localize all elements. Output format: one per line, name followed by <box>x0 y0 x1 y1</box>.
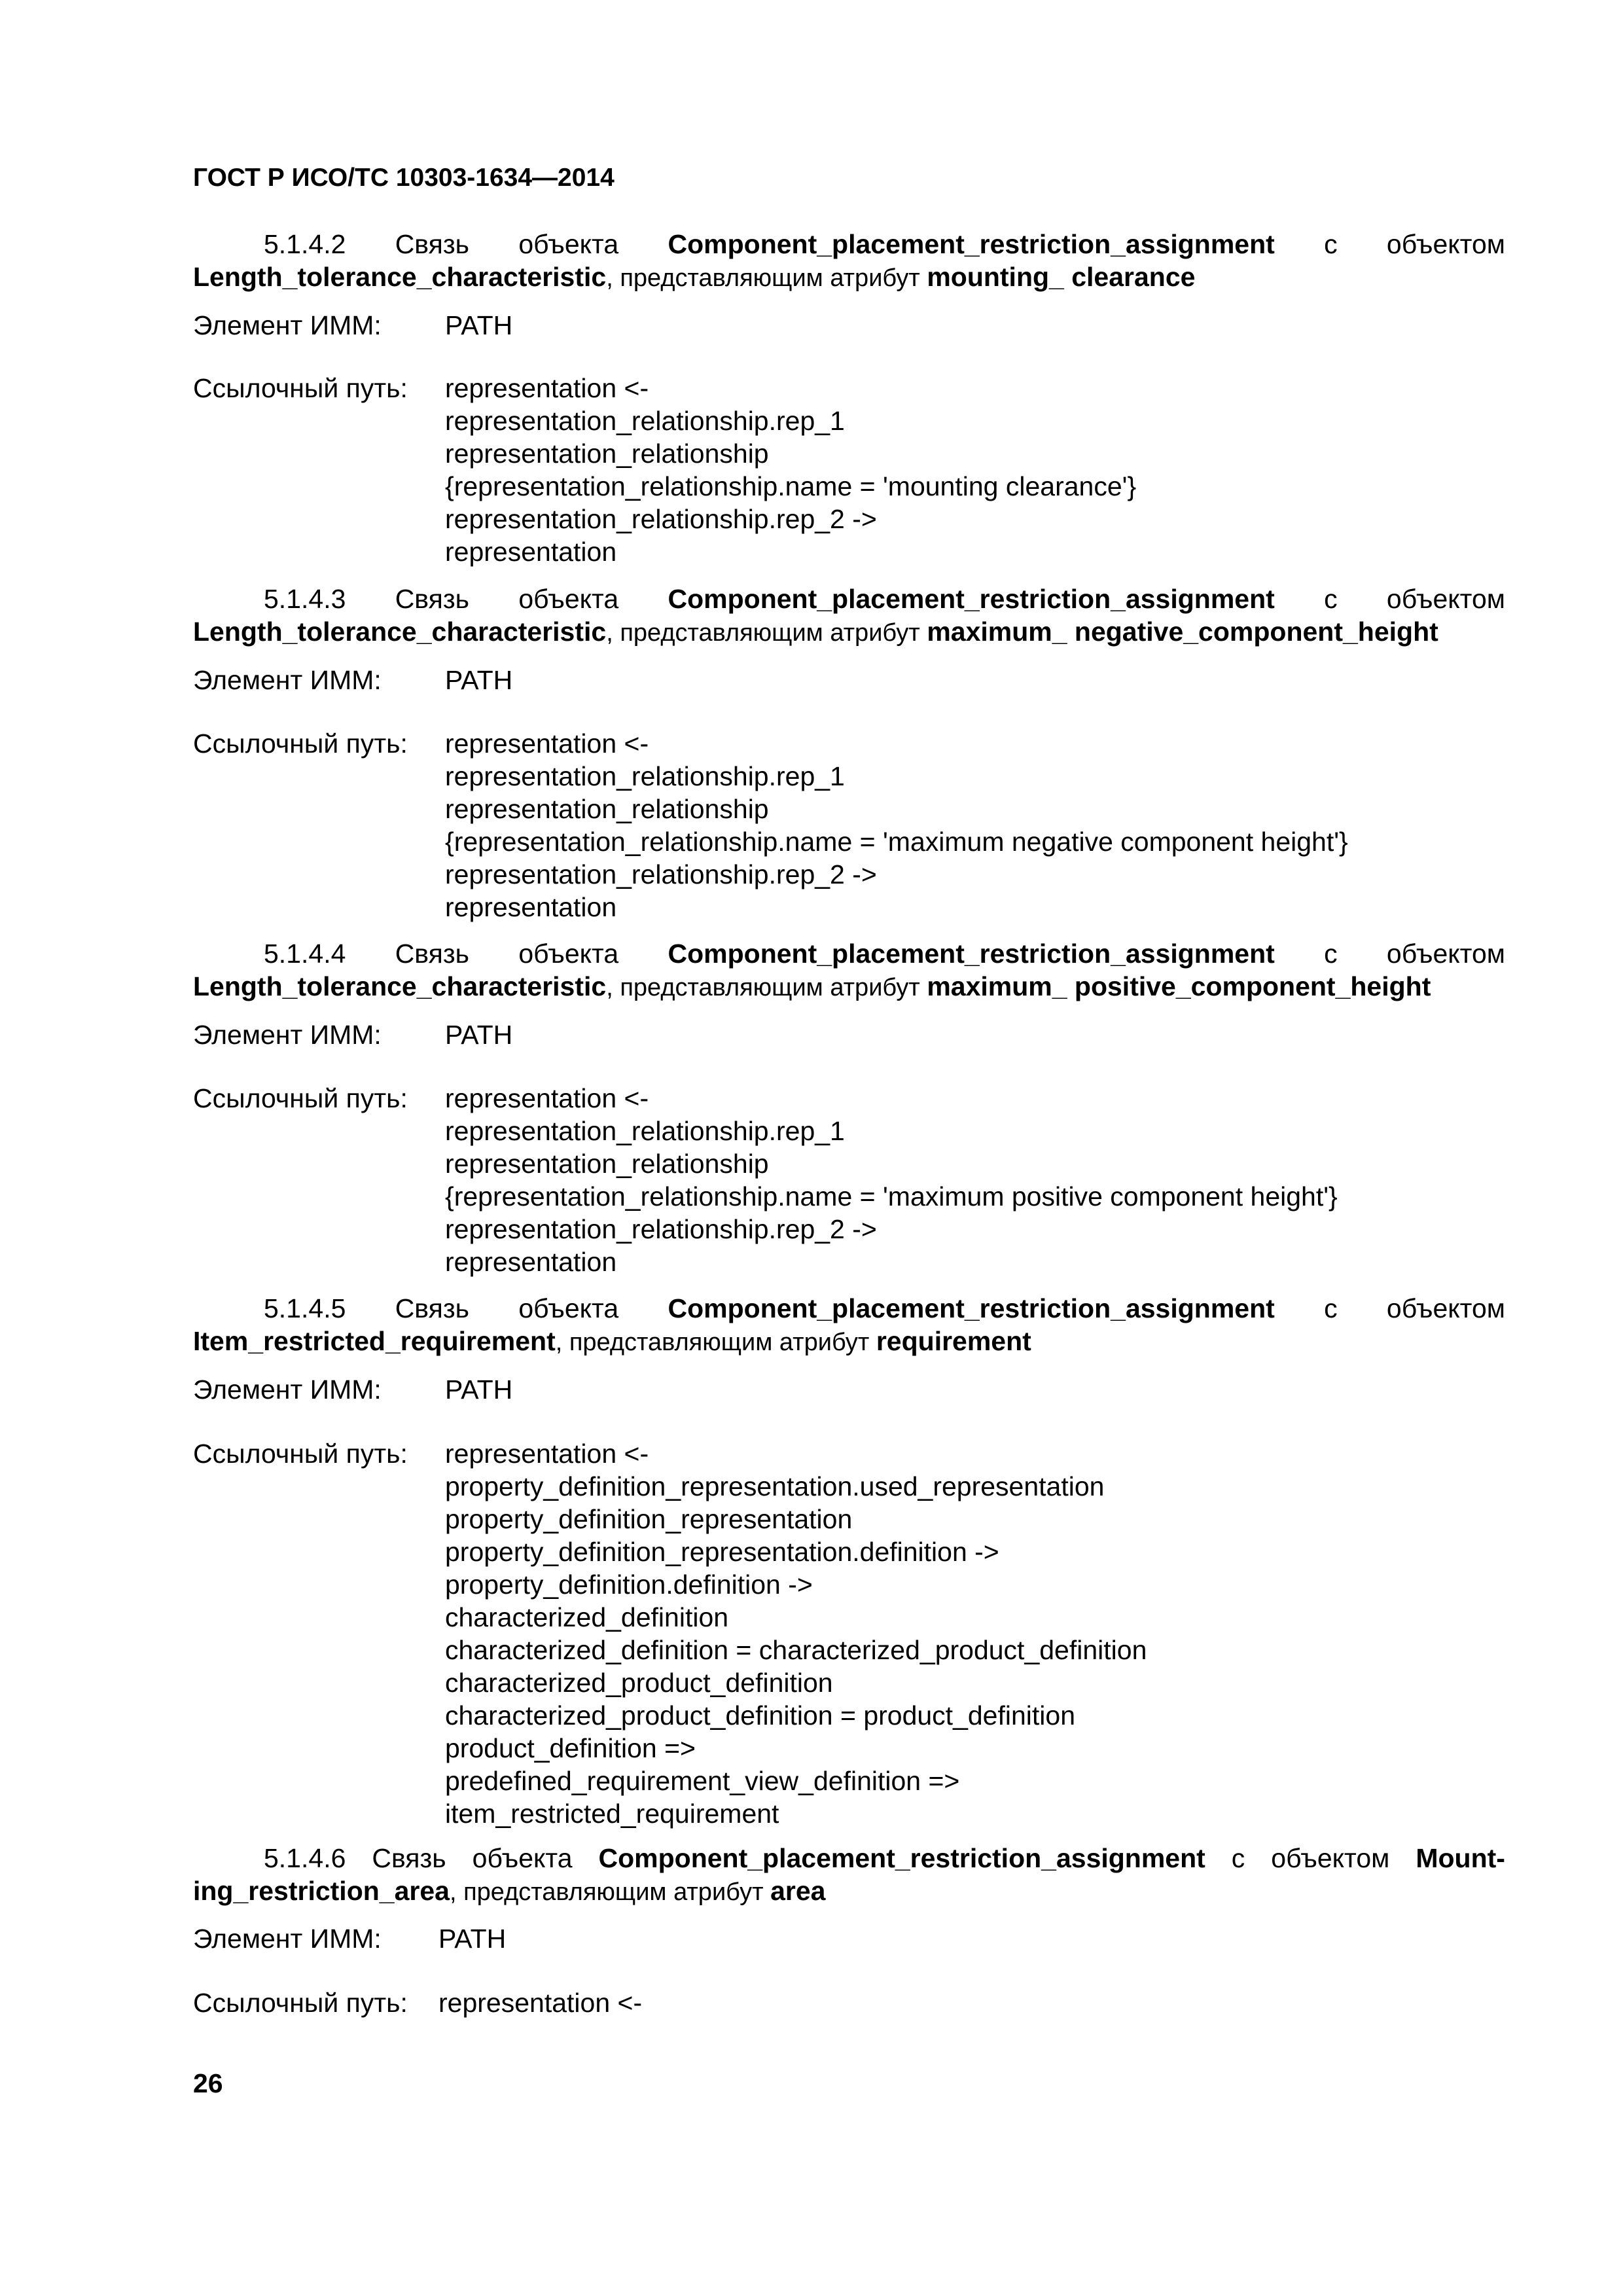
element-row <box>193 1922 506 1955</box>
clause-number: 5.1.4.5 <box>264 1293 346 1323</box>
path-line: representation <- <box>445 728 649 759</box>
element-value: PATH <box>445 1020 513 1050</box>
clause-word: с <box>1324 229 1338 259</box>
path-lines <box>438 1986 642 2019</box>
path-lines <box>445 372 1136 568</box>
path-line: representation_relationship.rep_1 <box>445 406 845 436</box>
clause-word: объекта <box>518 584 619 614</box>
element-label: Элемент ИММ: <box>193 1924 382 1954</box>
clause-heading <box>193 228 1505 295</box>
connector-text: , представляющим атрибут <box>606 264 927 292</box>
path-line: property_definition_representation.definition -> <box>445 1537 999 1567</box>
connector-text: , представляющим атрибут <box>555 1329 876 1356</box>
clause-number: 5.1.4.2 <box>264 229 346 259</box>
path-label: Ссылочный путь: <box>193 1083 408 1113</box>
clause-word: с <box>1324 939 1338 969</box>
attribute-name: area <box>770 1876 826 1906</box>
path-line: representation <- <box>445 1439 649 1469</box>
path-line: item_restricted_requirement <box>445 1799 779 1829</box>
reference-path-row <box>193 1437 1147 1830</box>
path-line: {representation_relationship.name = 'maximum positive component height'} <box>445 1181 1338 1211</box>
path-line: representation_relationship <box>445 439 769 469</box>
path-line: characterized_definition = characterized_product_definition <box>445 1635 1147 1665</box>
attribute-name: maximum_ negative_component_height <box>927 617 1438 647</box>
element-row <box>193 1373 512 1406</box>
path-line: representation <box>445 537 617 567</box>
element-label: Элемент ИММ: <box>193 665 382 695</box>
path-label: Ссылочный путь: <box>193 373 408 403</box>
source-entity: Component_placement_restriction_assignment <box>668 939 1275 969</box>
reference-path-row <box>193 1082 1338 1278</box>
path-line: property_definition.definition -> <box>445 1570 813 1600</box>
target-entity: Length_tolerance_characteristic <box>193 971 607 1001</box>
clause-word: объекта <box>472 1843 573 1873</box>
clause-word: объектом <box>1386 939 1505 969</box>
path-line: representation <- <box>445 373 649 403</box>
path-line: representation_relationship <box>445 1149 769 1179</box>
target-entity: Item_restricted_requirement <box>193 1326 556 1356</box>
clause-word: объектом <box>1271 1843 1390 1873</box>
path-line: property_definition_representation <box>445 1504 853 1534</box>
clause-heading <box>193 1842 1505 1909</box>
target-entity-part: Mount- <box>1416 1843 1505 1873</box>
source-entity: Component_placement_restriction_assignment <box>668 229 1275 259</box>
attribute-name: requirement <box>876 1326 1031 1356</box>
clause-word: с <box>1231 1843 1245 1873</box>
clause-heading-line2 <box>193 615 1505 649</box>
clause-heading <box>193 1292 1505 1359</box>
path-line: representation_relationship.rep_2 -> <box>445 859 877 889</box>
clause-heading-line2 <box>193 1325 1505 1359</box>
clause-word: объектом <box>1386 229 1505 259</box>
element-label: Элемент ИММ: <box>193 1020 382 1050</box>
clause-heading-line2 <box>193 970 1505 1004</box>
connector-text: , представляющим атрибут <box>449 1878 771 1906</box>
element-value: PATH <box>445 665 513 695</box>
clause-heading-line1 <box>193 1292 1505 1325</box>
element-row <box>193 664 512 696</box>
path-line: {representation_relationship.name = 'maximum negative component height'} <box>445 827 1348 857</box>
clause-heading <box>193 937 1505 1004</box>
clause-heading-line1 <box>193 583 1505 615</box>
clause-heading-line1 <box>193 937 1505 970</box>
element-label: Элемент ИММ: <box>193 310 382 340</box>
attribute-name: mounting_ clearance <box>927 262 1196 292</box>
clause-heading-line2 <box>193 1874 1505 1909</box>
clause-word: объектом <box>1386 584 1505 614</box>
connector-text: , представляющим атрибут <box>606 619 927 647</box>
target-entity: Length_tolerance_characteristic <box>193 617 607 647</box>
connector-text: , представляющим атрибут <box>606 974 927 1001</box>
path-lines <box>445 727 1348 924</box>
path-line: representation_relationship.rep_2 -> <box>445 1214 877 1244</box>
element-value: PATH <box>445 1374 513 1405</box>
clause-word: объектом <box>1386 1293 1505 1323</box>
clause-heading-line1 <box>193 228 1505 260</box>
path-lines <box>445 1437 1147 1830</box>
path-label: Ссылочный путь: <box>193 1439 408 1469</box>
element-label: Элемент ИММ: <box>193 1374 382 1405</box>
clause-number: 5.1.4.4 <box>264 939 346 969</box>
source-entity: Component_placement_restriction_assignment <box>668 1293 1275 1323</box>
source-entity: Component_placement_restriction_assignment <box>668 584 1275 614</box>
clause-number: 5.1.4.6 <box>264 1843 346 1873</box>
path-lines <box>445 1082 1338 1278</box>
clause-heading-line2 <box>193 260 1505 295</box>
clause-word: Связь <box>395 1293 469 1323</box>
page-number: 26 <box>193 2068 223 2098</box>
reference-path-row <box>193 372 1136 568</box>
path-line: representation_relationship.rep_1 <box>445 1116 845 1146</box>
clause-word: с <box>1324 1293 1338 1323</box>
path-line: representation_relationship <box>445 794 769 824</box>
path-line: characterized_definition <box>445 1602 729 1632</box>
path-line: representation <- <box>438 1988 643 2018</box>
path-line: predefined_requirement_view_definition => <box>445 1766 960 1796</box>
path-line: representation <box>445 892 617 922</box>
clause-number: 5.1.4.3 <box>264 584 346 614</box>
clause-word: объекта <box>518 229 619 259</box>
element-value: PATH <box>445 310 513 340</box>
path-line: {representation_relationship.name = 'mounting clearance'} <box>445 471 1137 501</box>
path-line: characterized_product_definition <box>445 1668 833 1698</box>
clause-word: с <box>1324 584 1338 614</box>
source-entity: Component_placement_restriction_assignment <box>598 1843 1205 1873</box>
element-row <box>193 309 512 342</box>
path-label: Ссылочный путь: <box>193 1988 408 2018</box>
target-entity: Length_tolerance_characteristic <box>193 262 607 292</box>
clause-word: Связь <box>372 1843 446 1873</box>
path-line: product_definition => <box>445 1733 696 1763</box>
path-line: representation_relationship.rep_2 -> <box>445 504 877 534</box>
clause-heading <box>193 583 1505 649</box>
path-line: property_definition_representation.used_representation <box>445 1471 1105 1501</box>
target-entity: ing_restriction_area <box>193 1876 450 1906</box>
clause-word: объекта <box>518 1293 619 1323</box>
path-line: characterized_product_definition = product_definition <box>445 1700 1075 1731</box>
path-line: representation_relationship.rep_1 <box>445 761 845 791</box>
element-row <box>193 1018 512 1051</box>
clause-word: Связь <box>395 584 469 614</box>
document-header: ГОСТ Р ИСО/ТС 10303-1634—2014 <box>193 164 615 192</box>
attribute-name: maximum_ positive_component_height <box>927 971 1431 1001</box>
clause-word: Связь <box>395 939 469 969</box>
clause-word: объекта <box>518 939 619 969</box>
clause-word: Связь <box>395 229 469 259</box>
reference-path-row <box>193 1986 642 2019</box>
path-label: Ссылочный путь: <box>193 728 408 759</box>
reference-path-row <box>193 727 1348 924</box>
path-line: representation <- <box>445 1083 649 1113</box>
element-value: PATH <box>438 1924 507 1954</box>
path-line: representation <box>445 1247 617 1277</box>
clause-heading-line1 <box>193 1842 1505 1874</box>
